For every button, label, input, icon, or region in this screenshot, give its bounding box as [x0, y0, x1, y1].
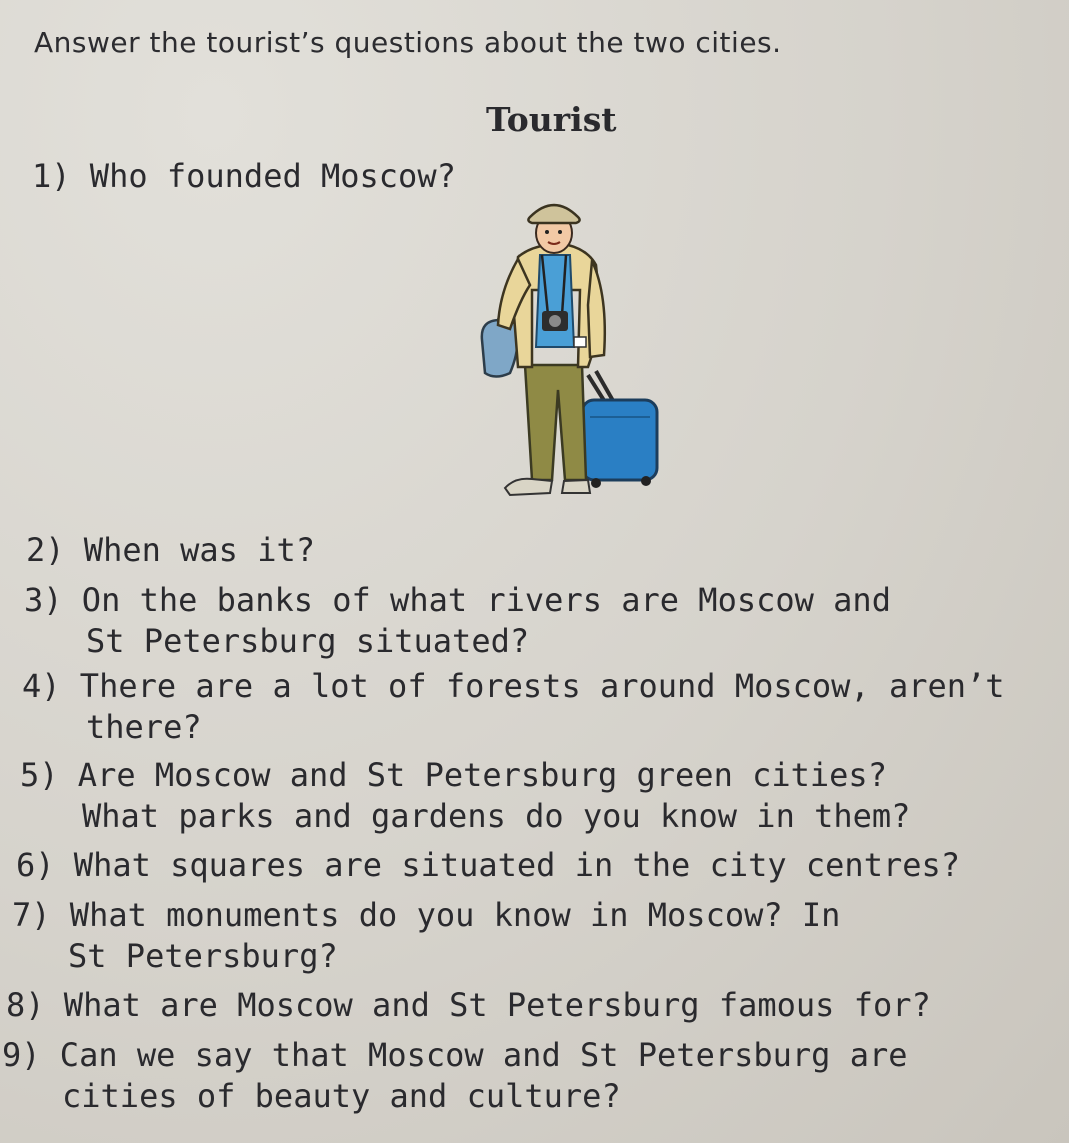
question-text: When was it? — [83, 531, 315, 569]
question-5 — [20, 755, 910, 837]
question-7 — [12, 895, 840, 977]
question-number: 3) — [24, 581, 63, 619]
question-text: Can we say that Moscow and St Petersburg are — [59, 1036, 908, 1074]
question-number: 9) — [2, 1036, 41, 1074]
question-1 — [32, 156, 456, 197]
question-text-continued: What parks and gardens do you know in them? — [82, 797, 911, 835]
question-number: 6) — [16, 846, 55, 884]
question-text: Are Moscow and St Petersburg green cities? — [77, 756, 887, 794]
question-text: What monuments do you know in Moscow? In — [69, 896, 841, 934]
question-text-continued: St Petersburg situated? — [86, 622, 530, 660]
section-heading: Tourist — [486, 100, 617, 139]
question-number: 2) — [26, 531, 65, 569]
question-number: 7) — [12, 896, 51, 934]
question-number: 8) — [6, 986, 45, 1024]
question-3 — [24, 580, 891, 662]
question-text-continued: St Petersburg? — [68, 937, 338, 975]
question-text: What are Moscow and St Petersburg famous for? — [63, 986, 931, 1024]
question-text: What squares are situated in the city centres? — [73, 846, 961, 884]
question-number: 4) — [22, 667, 61, 705]
question-2 — [26, 530, 315, 571]
question-text: Who founded Moscow? — [89, 157, 456, 195]
trousers-icon — [525, 365, 586, 480]
question-6 — [16, 845, 960, 886]
suitcase-icon — [582, 371, 657, 488]
instruction-text: Answer the tourist’s questions about the two cities. — [34, 26, 782, 59]
question-9 — [2, 1035, 907, 1117]
question-text-continued: there? — [86, 708, 202, 746]
question-text-continued: cities of beauty and culture? — [62, 1077, 621, 1115]
question-text: On the banks of what rivers are Moscow and — [81, 581, 891, 619]
question-8 — [6, 985, 931, 1026]
tourist-illustration — [470, 195, 670, 505]
question-text: There are a lot of forests around Moscow, aren’t — [79, 667, 1005, 705]
question-number: 5) — [20, 756, 59, 794]
question-number: 1) — [32, 157, 71, 195]
question-4 — [22, 666, 1005, 748]
